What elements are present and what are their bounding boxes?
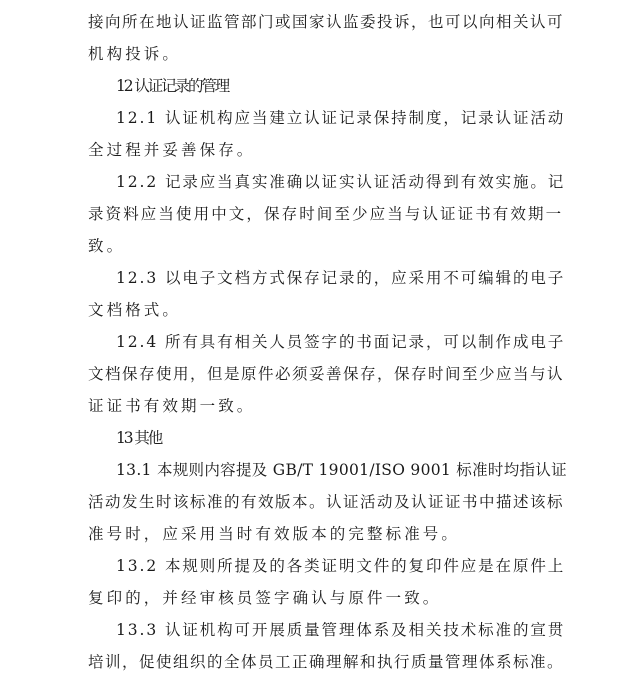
text-line: 12.2 记录应当真实准确以证实认证活动得到有效实施。记 (116, 173, 566, 191)
text-line: 文档格式。 (88, 301, 182, 319)
text-line: 录资料应当使用中文，保存时间至少应当与认证证书有效期一 (88, 205, 564, 223)
text-line: 准号时，应采用当时有效版本的完整标准号。 (88, 525, 461, 543)
text-line: 13.1 本规则内容提及 GB/T 19001/ISO 9001 标准时均指认证 (116, 461, 567, 479)
text-line: 12.1 认证机构应当建立认证记录保持制度，记录认证活动 (116, 109, 566, 127)
text-line: 文档保存使用，但是原件必须妥善保存，保存时间至少应当与认 (88, 365, 565, 383)
text-line: 证证书有效期一致。 (88, 397, 256, 415)
text-line: 全过程并妥善保存。 (88, 141, 256, 159)
text-line: 复印的，并经审核员签字确认与原件一致。 (88, 589, 442, 607)
text-line: 活动发生时该标准的有效版本。认证活动及认证证书中描述该标 (88, 493, 565, 511)
text-line: 培训，促使组织的全体员工正确理解和执行质量管理体系标准。 (88, 653, 565, 671)
text-line: 12.3 以电子文档方式保存记录的，应采用不可编辑的电子 (116, 269, 566, 287)
text-line: 13.3 认证机构可开展质量管理体系及相关技术标准的宣贯 (116, 621, 566, 639)
text-line: 致。 (88, 237, 126, 255)
text-line: 机构投诉。 (88, 45, 182, 63)
section-heading: 12 认证记录的管理 (116, 77, 229, 95)
text-line: 接向所在地认证监管部门或国家认监委投诉，也可以向相关认可 (88, 13, 565, 31)
section-heading: 13 其他 (116, 429, 162, 447)
text-line: 13.2 本规则所提及的各类证明文件的复印件应是在原件上 (116, 557, 566, 575)
text-line: 12.4 所有具有相关人员签字的书面记录，可以制作成电子 (116, 333, 566, 351)
